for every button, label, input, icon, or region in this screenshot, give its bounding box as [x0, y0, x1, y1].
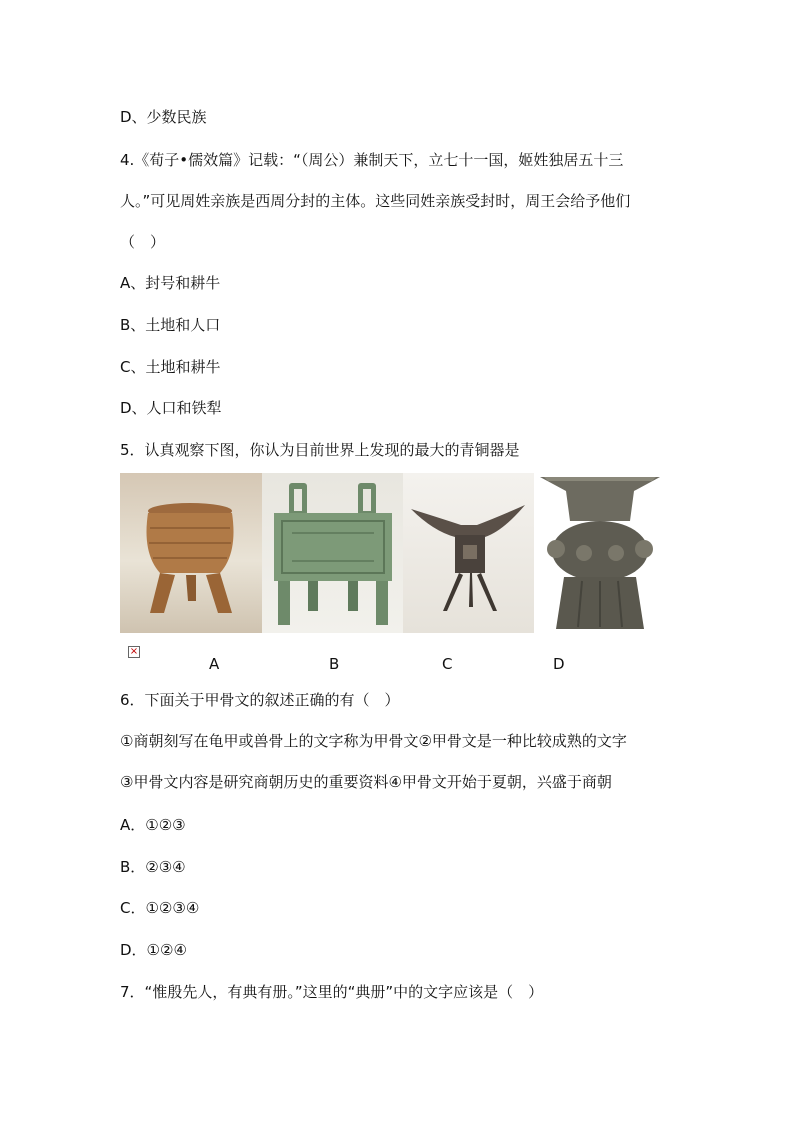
jue-wine-vessel-photo — [403, 473, 534, 633]
question-5-stem: 5．认真观察下图，你认为目前世界上发现的最大的青铜器是 — [120, 441, 520, 459]
four-ram-zun-photo — [534, 473, 666, 633]
question-6-statement-line-1: ①商朝刻写在龟甲或兽骨上的文字称为甲骨文②甲骨文是一种比较成熟的文字 — [120, 732, 627, 750]
question-6-option-a: A．①②③ — [120, 816, 186, 834]
question-6-stem: 6．下面关于甲骨文的叙述正确的有（ ） — [120, 691, 400, 709]
question-6-statement-line-2: ③甲骨文内容是研究商朝历史的重要资料④甲骨文开始于夏朝，兴盛于商朝 — [120, 773, 612, 791]
caption-a: A — [209, 655, 220, 673]
question-3-option-d: D、少数民族 — [120, 108, 207, 126]
question-7-stem: 7．“惟殷先人，有典有册。”这里的“典册”中的文字应该是（ ） — [120, 983, 544, 1001]
caption-c: C — [442, 655, 453, 673]
question-4-stem-line-2: 人。”可见周姓亲族是西周分封的主体。这些同姓亲族受封时，周王会给予他们 — [120, 192, 631, 210]
question-4-option-c: C、土地和耕牛 — [120, 358, 221, 376]
question-6-option-c: C．①②③④ — [120, 899, 200, 917]
tripod-cauldron-photo — [120, 473, 262, 633]
question-4-option-a: A、封号和耕牛 — [120, 274, 221, 292]
question-4-option-b: B、土地和人口 — [120, 316, 221, 334]
question-4-stem-line-3: （ ） — [120, 233, 166, 251]
question-6-option-b: B．②③④ — [120, 858, 186, 876]
bronze-vessel-photos — [120, 473, 666, 633]
question-4-option-d: D、人口和铁犁 — [120, 399, 222, 417]
question-4-stem-line-1: 4.《荀子•儒效篇》记载：“（周公）兼制天下，立七十一国，姬姓独居五十三 — [120, 151, 624, 169]
caption-b: B — [329, 655, 340, 673]
square-ding-photo — [262, 473, 403, 633]
question-6-option-d: D．①②④ — [120, 941, 187, 959]
broken-image-icon: × — [129, 646, 139, 657]
caption-d: D — [553, 655, 565, 673]
